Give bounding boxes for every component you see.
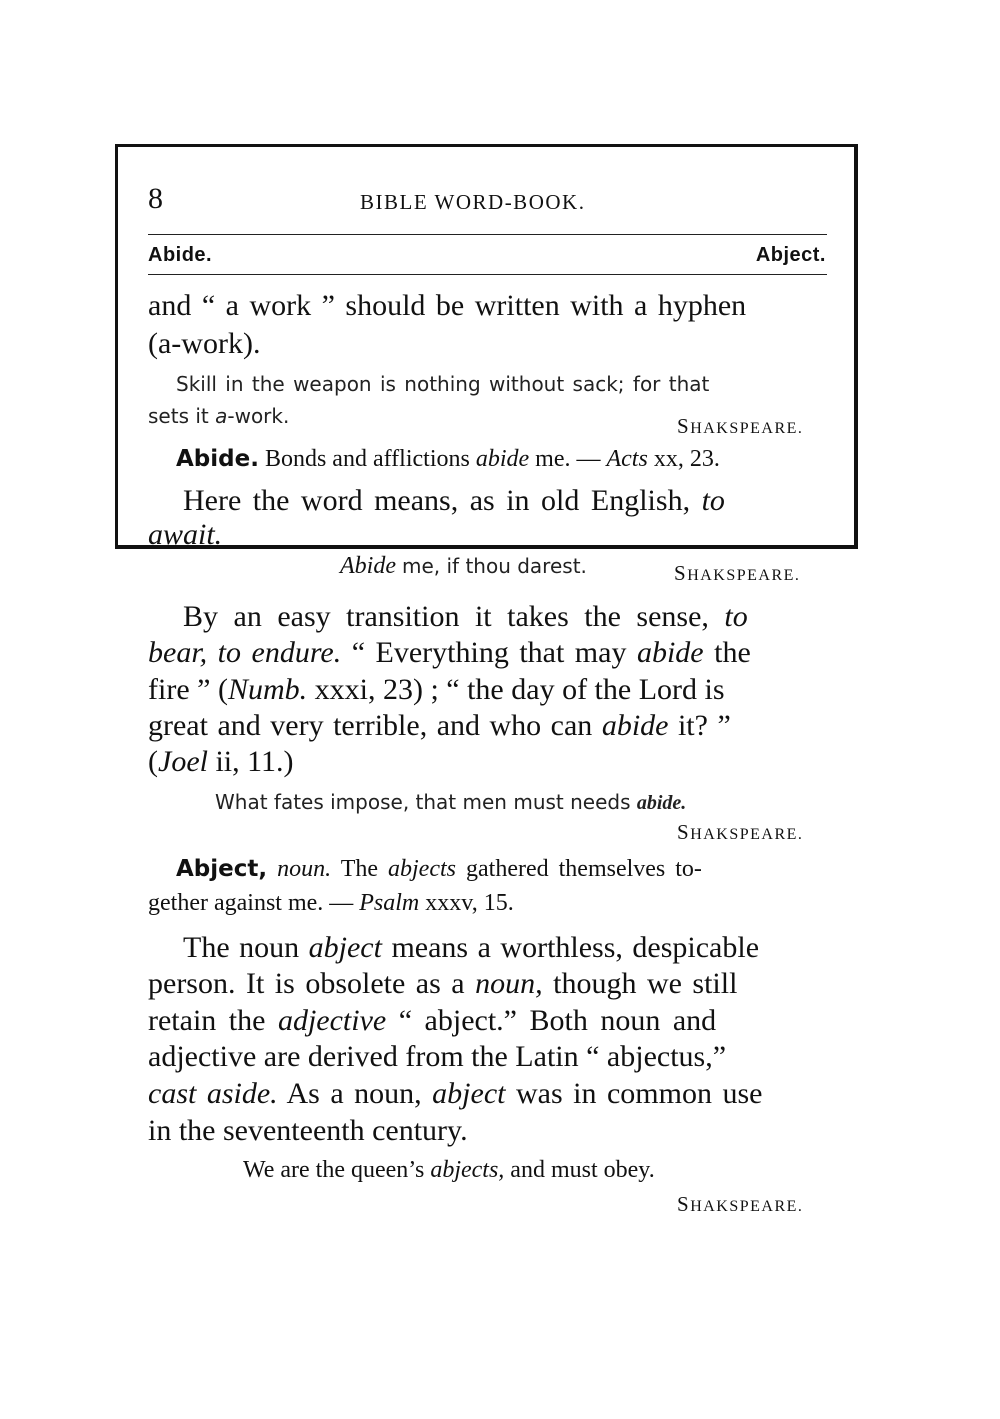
quote-line-1: Skill in the weapon is nothing without sack; for that bbox=[176, 372, 710, 396]
quote-queens-abjects: We are the queen’s abjects, and must obey. bbox=[243, 1157, 655, 1183]
header-rule-top bbox=[148, 234, 827, 235]
text-line-1: and “ a work ” should be written with a hyphen bbox=[148, 289, 747, 322]
entry-abide-line: Abide. Bonds and afflictions abide me. — Acts xx, 23. bbox=[176, 446, 720, 472]
entry-abject-line-2: gether against me. — Psalm xxxv, 15. bbox=[148, 890, 514, 916]
entry-abject-line: Abject, noun. The abjects gathered themselves to- bbox=[176, 856, 702, 882]
attribution-3: SHAKSPEARE. bbox=[677, 820, 804, 844]
text-line-2: (a-work). bbox=[148, 327, 261, 360]
text-line-4: await. bbox=[148, 518, 223, 551]
header-rule-bottom bbox=[148, 274, 827, 275]
page-number: 8 bbox=[148, 182, 163, 215]
guide-word-left: Abide. bbox=[148, 244, 213, 266]
text-line-3: Here the word means, as in old English, to bbox=[183, 484, 725, 517]
text-line-8: great and very terrible, and who can abide it? ” bbox=[148, 709, 731, 742]
guide-word-right: Abject. bbox=[755, 244, 826, 266]
quote-abide-me: Abide me, if thou darest. bbox=[340, 553, 587, 579]
text-line-7: fire ” (Numb. xxxi, 23) ; “ the day of the Lord is bbox=[148, 673, 725, 706]
text-line-9: (Joel ii, 11.) bbox=[148, 745, 294, 778]
running-title: BIBLE WORD-BOOK. bbox=[360, 190, 586, 214]
quote-line-2: sets it a-work. bbox=[148, 404, 290, 428]
text-line-5: By an easy transition it takes the sense, to bbox=[183, 600, 748, 633]
text-line-11: person. It is obsolete as a noun, though we still bbox=[148, 967, 738, 1000]
text-line-12: retain the adjective “ abject.” Both noun and bbox=[148, 1004, 717, 1037]
text-line-6: bear, to endure. “ Everything that may abide the bbox=[148, 636, 751, 669]
text-line-14: cast aside. As a noun, abject was in common use bbox=[148, 1077, 763, 1110]
attribution-4: SHAKSPEARE. bbox=[677, 1192, 804, 1216]
text-line-10: The noun abject means a worthless, despicable bbox=[183, 931, 760, 964]
attribution-2: SHAKSPEARE. bbox=[674, 561, 801, 585]
text-line-13: adjective are derived from the Latin “ abjectus,” bbox=[148, 1040, 727, 1073]
text-line-15: in the seventeenth century. bbox=[148, 1114, 468, 1147]
quote-fates: What fates impose, that men must needs abide. bbox=[215, 790, 687, 814]
attribution-1: SHAKSPEARE. bbox=[677, 414, 804, 438]
